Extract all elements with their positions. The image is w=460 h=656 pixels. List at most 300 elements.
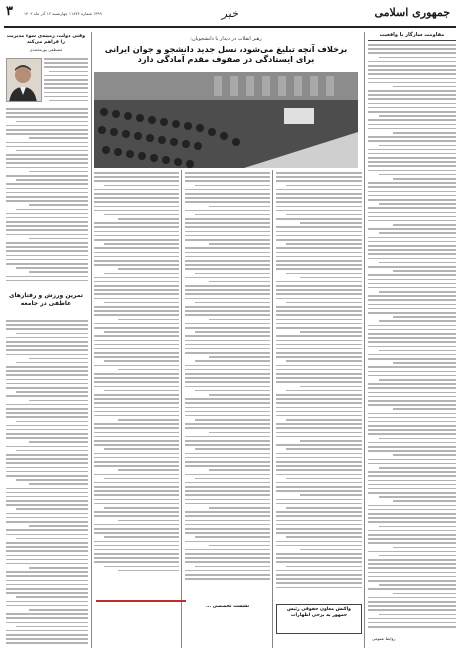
text-line (6, 112, 88, 114)
text-line (368, 279, 456, 281)
text-line (94, 553, 179, 555)
text-line (6, 555, 88, 557)
text-line (94, 494, 179, 496)
text-line (185, 386, 270, 388)
text-line (6, 108, 88, 110)
text-line (94, 201, 179, 203)
text-line (185, 465, 270, 467)
text-line (185, 532, 270, 534)
text-line (276, 427, 362, 429)
text-line (6, 408, 88, 410)
text-line (185, 570, 270, 572)
text-line (185, 528, 270, 530)
text-line (185, 197, 270, 199)
text-line (379, 262, 456, 264)
text-line (368, 371, 456, 373)
text-line (393, 408, 456, 410)
text-line (44, 79, 88, 81)
text-line (6, 167, 88, 169)
text-line (368, 65, 456, 67)
text-line (16, 596, 88, 598)
text-line (368, 563, 456, 565)
text-line (276, 524, 362, 526)
text-line (368, 107, 456, 109)
text-line (185, 172, 270, 174)
text-line (6, 242, 88, 244)
text-line (94, 340, 179, 342)
text-line (276, 260, 362, 262)
text-line (185, 239, 270, 241)
text-line (185, 289, 270, 291)
main-photo (94, 72, 358, 168)
text-line (185, 553, 270, 555)
text-line (379, 467, 456, 469)
text-line (185, 453, 270, 455)
text-line (368, 48, 456, 50)
text-line (368, 559, 456, 561)
text-line (16, 209, 88, 211)
text-line (368, 366, 456, 368)
text-line (185, 193, 270, 195)
text-line (368, 459, 456, 461)
text-line (276, 231, 362, 233)
text-line (368, 237, 456, 239)
text-line (6, 158, 88, 160)
text-line (94, 277, 179, 279)
text-line (6, 529, 88, 531)
text-line (94, 281, 179, 283)
text-line (195, 478, 270, 480)
text-line (368, 82, 456, 84)
text-line (49, 100, 88, 102)
text-line (104, 331, 179, 333)
text-line (185, 348, 270, 350)
text-line (6, 162, 88, 164)
text-line (368, 597, 456, 599)
text-line (379, 320, 456, 322)
text-line (94, 515, 179, 517)
text-line (185, 503, 270, 505)
text-line (185, 285, 270, 287)
text-line (94, 402, 179, 404)
text-line (276, 327, 362, 329)
text-line (94, 252, 179, 254)
text-line (94, 561, 179, 563)
text-line (94, 482, 179, 484)
text-line (6, 229, 88, 231)
text-line (6, 437, 88, 439)
text-line (368, 530, 456, 532)
text-line (368, 337, 456, 339)
text-line (276, 423, 362, 425)
text-line (368, 433, 456, 435)
text-line (286, 214, 362, 216)
text-line (6, 584, 88, 586)
text-line (6, 496, 88, 498)
text-line (368, 191, 456, 193)
text-line (6, 125, 88, 127)
text-line (393, 547, 456, 549)
text-line (276, 197, 362, 199)
text-line (276, 365, 362, 367)
text-line (185, 260, 270, 262)
text-line (185, 423, 270, 425)
text-line (6, 458, 88, 460)
text-line (276, 281, 362, 283)
text-line (94, 415, 179, 417)
text-line (368, 241, 456, 243)
text-line (286, 536, 362, 538)
text-line (94, 545, 179, 547)
text-line (209, 469, 270, 471)
text-line (185, 298, 270, 300)
text-line (195, 185, 270, 187)
text-line (368, 400, 456, 402)
text-line (6, 588, 88, 590)
text-line (185, 549, 270, 551)
text-line (185, 440, 270, 442)
text-line (276, 293, 362, 295)
text-line (368, 601, 456, 603)
text-line (276, 268, 362, 270)
text-line (276, 444, 362, 446)
text-line (29, 238, 88, 240)
text-line (94, 461, 179, 463)
text-line (276, 180, 362, 182)
text-line (185, 210, 270, 212)
text-line (118, 520, 179, 522)
text-line (6, 225, 88, 227)
text-line (276, 252, 362, 254)
text-line (6, 513, 88, 515)
text-line (6, 217, 88, 219)
text-line (6, 337, 88, 339)
text-line (379, 291, 456, 293)
text-line (286, 507, 362, 509)
text-line (276, 247, 362, 249)
text-line (276, 394, 362, 396)
text-line (6, 354, 88, 356)
text-line (118, 419, 179, 421)
left-article-author: مصطفی پورمحمدی (29, 47, 63, 52)
text-line (6, 412, 88, 414)
text-line (94, 323, 179, 325)
text-line (185, 218, 270, 220)
text-line (368, 212, 456, 214)
text-line (6, 276, 88, 278)
text-line (368, 52, 456, 54)
text-line (6, 129, 88, 131)
text-line (379, 57, 456, 59)
text-line (16, 538, 88, 540)
text-line (286, 273, 362, 275)
text-line (94, 352, 179, 354)
text-line (6, 116, 88, 118)
text-line (368, 333, 456, 335)
text-line (368, 387, 456, 389)
text-line (185, 247, 270, 249)
text-line (276, 541, 362, 543)
text-line (368, 128, 456, 130)
text-line (276, 398, 362, 400)
text-line (185, 557, 270, 559)
text-line (300, 494, 362, 496)
text-line (94, 499, 179, 501)
text-line (185, 293, 270, 295)
text-line (185, 561, 270, 563)
text-line (368, 421, 456, 423)
text-line (6, 328, 88, 330)
text-line (29, 441, 88, 443)
text-line (94, 432, 179, 434)
text-line (368, 312, 456, 314)
text-line (6, 320, 88, 322)
text-line (6, 605, 88, 607)
text-line (185, 474, 270, 476)
text-line (94, 457, 179, 459)
text-line (185, 377, 270, 379)
text-line (94, 239, 179, 241)
text-line (276, 264, 362, 266)
text-line (393, 362, 456, 364)
text-line (209, 281, 270, 283)
text-line (94, 524, 179, 526)
text-line (368, 588, 456, 590)
text-line (368, 358, 456, 360)
text-line (29, 137, 88, 139)
text-line (16, 333, 88, 335)
text-line (276, 344, 362, 346)
text-line (16, 421, 88, 423)
text-line (94, 293, 179, 295)
text-line (368, 354, 456, 356)
text-line (368, 119, 456, 121)
text-line (379, 115, 456, 117)
text-line (276, 348, 362, 350)
text-line (6, 263, 88, 265)
text-line (368, 170, 456, 172)
text-line (276, 461, 362, 463)
text-line (94, 335, 179, 337)
text-line (44, 92, 88, 94)
text-line (185, 365, 270, 367)
text-line (185, 180, 270, 182)
text-line (6, 234, 88, 236)
text-line (94, 532, 179, 534)
text-line (368, 220, 456, 222)
text-line (185, 222, 270, 224)
text-line (185, 436, 270, 438)
text-line (185, 306, 270, 308)
text-line (94, 365, 179, 367)
text-line (94, 411, 179, 413)
text-line (379, 438, 456, 440)
text-line (368, 73, 456, 75)
text-line (44, 62, 88, 64)
text-line (286, 302, 362, 304)
text-line (6, 349, 88, 351)
text-line (368, 346, 456, 348)
text-line (368, 521, 456, 523)
text-line (368, 61, 456, 63)
text-line (368, 216, 456, 218)
text-line (276, 415, 362, 417)
text-line (368, 572, 456, 574)
text-line (368, 375, 456, 377)
text-line (94, 327, 179, 329)
text-line (368, 195, 456, 197)
text-line (94, 511, 179, 513)
text-line (276, 256, 362, 258)
text-line (6, 133, 88, 135)
text-line (195, 536, 270, 538)
text-line (300, 277, 362, 279)
text-line (104, 273, 179, 275)
text-line (6, 345, 88, 347)
text-line (185, 407, 270, 409)
text-line (94, 310, 179, 312)
text-line (368, 488, 456, 490)
text-line (368, 618, 456, 620)
text-line (195, 419, 270, 421)
text-line (6, 370, 88, 372)
text-line (276, 511, 362, 513)
text-line (6, 630, 88, 632)
text-line (276, 352, 362, 354)
text-line (276, 402, 362, 404)
text-line (104, 214, 179, 216)
text-line (276, 289, 362, 291)
text-line (6, 467, 88, 469)
text-line (276, 239, 362, 241)
text-line (368, 505, 456, 507)
text-line (185, 176, 270, 178)
text-line (94, 172, 179, 174)
text-line (300, 331, 362, 333)
text-line (6, 200, 88, 202)
text-line (94, 348, 179, 350)
text-line (368, 463, 456, 465)
text-line (368, 517, 456, 519)
text-line (94, 289, 179, 291)
author-portrait (6, 58, 42, 102)
text-line (185, 427, 270, 429)
text-line (368, 90, 456, 92)
text-line (94, 486, 179, 488)
text-line (276, 499, 362, 501)
headline-line-1: برخلاف آنچه تبلیغ می‌شود، نسل جدید دانشجو و جوان ایرانی (104, 44, 348, 54)
text-line (94, 398, 179, 400)
text-line (6, 550, 88, 552)
text-line (6, 188, 88, 190)
text-line (209, 319, 270, 321)
text-line (300, 386, 362, 388)
text-line (6, 571, 88, 573)
text-line (6, 462, 88, 464)
text-line (94, 503, 179, 505)
text-line (368, 78, 456, 80)
text-line (368, 287, 456, 289)
text-line (368, 538, 456, 540)
text-line (29, 483, 88, 485)
text-line (94, 264, 179, 266)
text-line (276, 210, 362, 212)
text-line (29, 525, 88, 527)
text-line (276, 285, 362, 287)
left-article-headline: وقتی دولت، زمینه‌ی سوء مدیریت را فراهم می‌کند (6, 34, 86, 46)
text-line (368, 450, 456, 452)
text-line (29, 204, 88, 206)
text-line (94, 386, 179, 388)
text-line (104, 243, 179, 245)
text-line (276, 582, 362, 584)
text-line (368, 425, 456, 427)
text-line (195, 331, 270, 333)
text-line (276, 469, 362, 471)
text-line (94, 423, 179, 425)
text-line (16, 267, 88, 269)
text-line (276, 411, 362, 413)
text-line (368, 551, 456, 553)
text-line (368, 153, 456, 155)
text-line (29, 609, 88, 611)
text-line (185, 369, 270, 371)
text-line (6, 196, 88, 198)
text-line (276, 226, 362, 228)
text-line (29, 400, 88, 402)
column-rule (364, 32, 365, 648)
text-line (286, 360, 362, 362)
text-line (94, 176, 179, 178)
text-line (94, 256, 179, 258)
text-line (276, 235, 362, 237)
text-line (276, 545, 362, 547)
text-line (368, 605, 456, 607)
newspaper-logo: جمهوری اسلامی (374, 6, 450, 19)
text-line (368, 396, 456, 398)
text-line (6, 192, 88, 194)
text-line (6, 387, 88, 389)
text-line (185, 499, 270, 501)
text-line (276, 457, 362, 459)
text-line (94, 557, 179, 559)
text-line (104, 566, 179, 568)
text-line (368, 513, 456, 515)
text-line (94, 528, 179, 530)
text-line (6, 374, 88, 376)
text-line (368, 136, 456, 138)
text-line (286, 478, 362, 480)
text-line (185, 264, 270, 266)
text-line (6, 246, 88, 248)
text-line (195, 390, 270, 392)
text-line (6, 546, 88, 548)
text-line (379, 232, 456, 234)
text-line (276, 369, 362, 371)
text-line (6, 534, 88, 536)
text-line (286, 390, 362, 392)
text-line (185, 327, 270, 329)
text-line (94, 549, 179, 551)
text-line (6, 642, 88, 644)
text-line (6, 280, 88, 282)
text-line (6, 488, 88, 490)
text-line (185, 335, 270, 337)
text-line (185, 256, 270, 258)
text-line (185, 444, 270, 446)
text-line (94, 222, 179, 224)
text-line (118, 319, 179, 321)
